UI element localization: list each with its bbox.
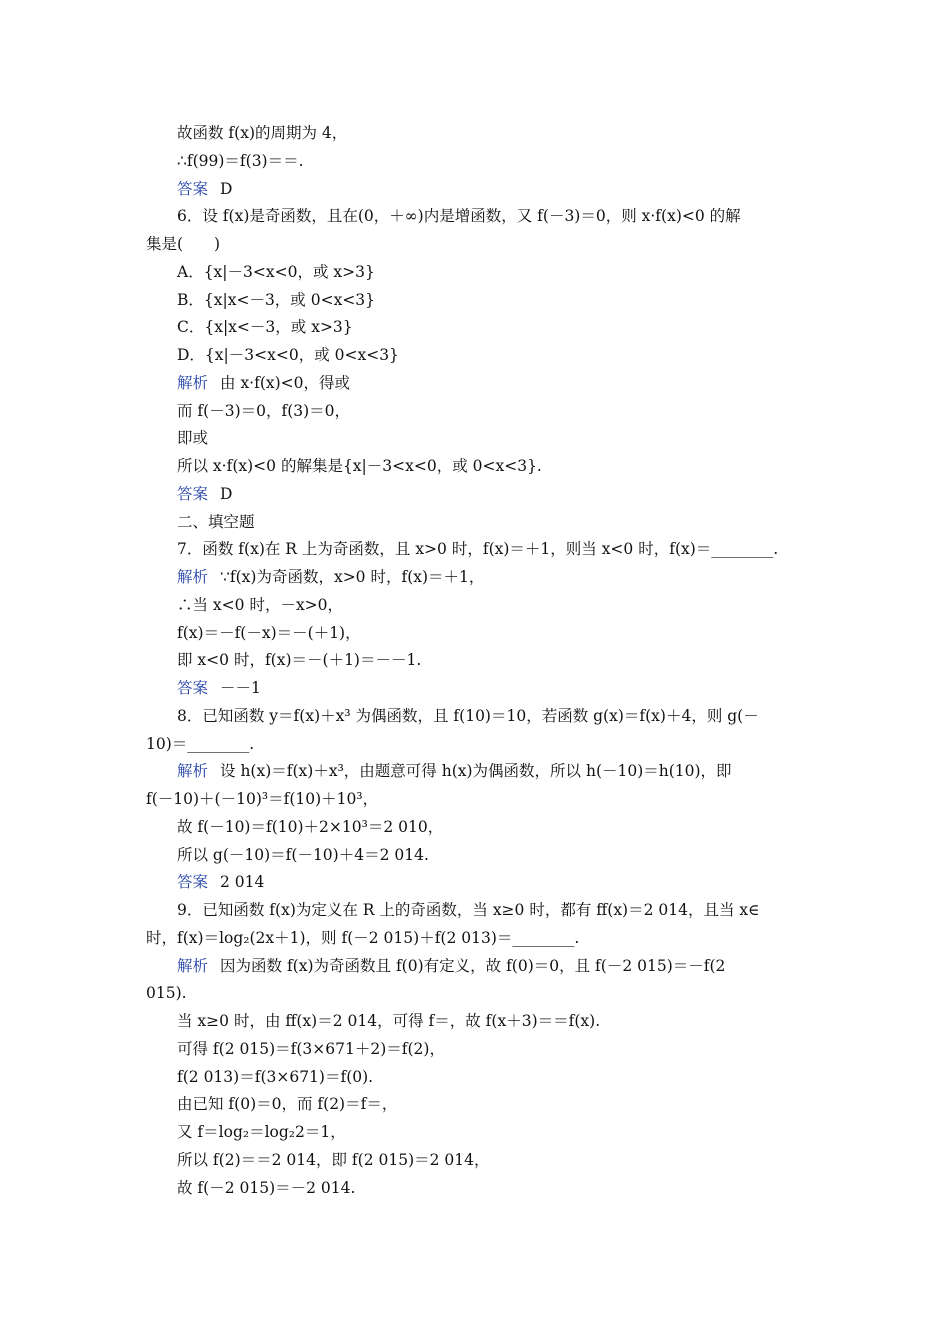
text-line: [177, 650, 421, 670]
line-text: 即 x<0 时，f(x)＝－(＋1)＝－－1.: [177, 651, 422, 670]
text-line: [146, 789, 378, 809]
text-line: [177, 179, 232, 199]
line-text: 故函数 f(x)的周期为 4，: [177, 124, 348, 142]
line-text: 由 x·f(x)<0，得或: [220, 373, 351, 392]
line-label: 解析: [177, 762, 209, 781]
text-line: [177, 123, 347, 143]
line-text: 当 x≥0 时，由 ff(x)＝2 014，可得 f＝，故 f(x＋3)＝＝f(x).: [177, 1012, 601, 1030]
text-line: [177, 1011, 600, 1031]
line-text: 8．已知函数 y＝f(x)＋x³ 为偶函数，且 f(10)＝10，若函数 g(x)＝f(x)＋4，则 g(－: [177, 706, 759, 725]
line-text: f(2 013)＝f(3×671)＝f(0).: [177, 1067, 374, 1086]
line-text: 2 014: [220, 873, 265, 892]
text-line: [146, 734, 254, 754]
line-label: 答案: [177, 873, 209, 892]
text-line: [177, 428, 208, 448]
line-text: 二、填空题: [177, 512, 255, 531]
line-label: 解析: [177, 373, 209, 392]
line-label: 答案: [177, 679, 209, 697]
text-line: [177, 817, 443, 837]
text-line: [177, 595, 343, 615]
line-text: 所以 g(－10)＝f(－10)＋4＝2 014.: [177, 845, 429, 864]
text-line: [177, 151, 304, 171]
line-text: B．{x|x<－3，或 0<x<3}: [177, 290, 376, 309]
text-line: [177, 512, 255, 532]
text-line: [177, 1039, 445, 1059]
text-line: [177, 290, 375, 310]
text-line: [177, 678, 261, 698]
line-text: ∵f(x)为奇函数，x>0 时，f(x)＝＋1，: [220, 568, 485, 586]
line-label: 解析: [177, 568, 209, 586]
text-line: [146, 928, 579, 948]
line-text: 故 f(－10)＝f(10)＋2×10³＝2 010，: [177, 817, 444, 836]
line-label: 答案: [177, 484, 209, 503]
text-line: [177, 262, 375, 282]
text-line: [177, 456, 542, 476]
line-text: 015).: [146, 984, 187, 1003]
line-text: D: [220, 484, 233, 503]
text-line: [177, 1150, 490, 1170]
text-line: [177, 872, 264, 892]
text-line: [177, 345, 399, 365]
line-text: 时，f(x)＝log₂(2x＋1)，则 f(－2 015)＋f(2 013)＝________.: [146, 928, 580, 947]
text-line: [177, 1122, 346, 1142]
text-line: [177, 761, 732, 781]
line-text: ∴f(99)＝f(3)＝＝.: [177, 151, 304, 170]
line-text: 设 h(x)＝f(x)＋x³，由题意可得 h(x)为偶函数，所以 h(－10)＝h(10)，即: [220, 762, 732, 781]
line-text: 即或: [177, 429, 209, 448]
line-text: 7．函数 f(x)在 R 上为奇函数，且 x>0 时，f(x)＝＋1，则当 x<0 时，f(x)＝________.: [177, 540, 779, 559]
text-line: [177, 567, 484, 587]
text-line: [177, 845, 429, 865]
text-line: [177, 206, 741, 226]
text-line: [177, 401, 350, 421]
line-text: D．{x|－3<x<0，或 0<x<3}: [177, 346, 399, 364]
text-line: [177, 484, 232, 504]
line-text: 由已知 f(0)＝0，而 f(2)＝f＝，: [177, 1095, 398, 1114]
line-text: 集是( ): [146, 235, 221, 253]
line-text: 10)＝________.: [146, 734, 255, 753]
line-text: 故 f(－2 015)＝－2 014.: [177, 1178, 356, 1197]
text-line: [177, 1067, 373, 1087]
line-label: 解析: [177, 956, 209, 975]
text-line: [177, 1178, 355, 1198]
line-text: 所以 f(2)＝＝2 014，即 f(2 015)＝2 014，: [177, 1150, 490, 1169]
text-line: [146, 234, 220, 254]
line-text: f(x)＝－f(－x)＝－(＋1)，: [177, 623, 361, 642]
line-text: 又 f＝log₂＝log₂2＝1，: [177, 1123, 346, 1141]
line-text: ∴当 x<0 时，－x>0，: [177, 595, 344, 614]
text-line: [177, 1094, 397, 1114]
line-label: 答案: [177, 179, 209, 198]
text-line: [177, 956, 725, 976]
line-text: 而 f(－3)＝0，f(3)＝0，: [177, 401, 351, 420]
line-text: D: [220, 179, 233, 198]
line-text: －－1: [220, 679, 261, 697]
line-text: A．{x|－3<x<0，或 x>3}: [177, 262, 375, 281]
text-line: [177, 317, 353, 337]
line-text: 所以 x·f(x)<0 的解集是{x|－3<x<0，或 0<x<3}.: [177, 457, 542, 475]
line-text: 6．设 f(x)是奇函数，且在(0，＋∞)内是增函数，又 f(－3)＝0，则 x·f(x)<0 的解: [177, 207, 741, 226]
line-text: 可得 f(2 015)＝f(3×671＋2)＝f(2)，: [177, 1039, 445, 1058]
line-text: 因为函数 f(x)为奇函数且 f(0)有定义，故 f(0)＝0，且 f(－2 015)＝－f(2: [220, 956, 726, 975]
text-line: [177, 900, 760, 920]
line-text: 9．已知函数 f(x)为定义在 R 上的奇函数，当 x≥0 时，都有 ff(x)＝2 014，且当 x∈: [177, 901, 760, 919]
text-line: [177, 706, 759, 726]
text-line: [177, 623, 361, 643]
text-line: [177, 373, 350, 393]
line-text: f(－10)＋(－10)³＝f(10)＋10³，: [146, 790, 379, 808]
text-line: [146, 983, 187, 1003]
text-line: [177, 539, 778, 559]
line-text: C．{x|x<－3，或 x>3}: [177, 318, 353, 337]
